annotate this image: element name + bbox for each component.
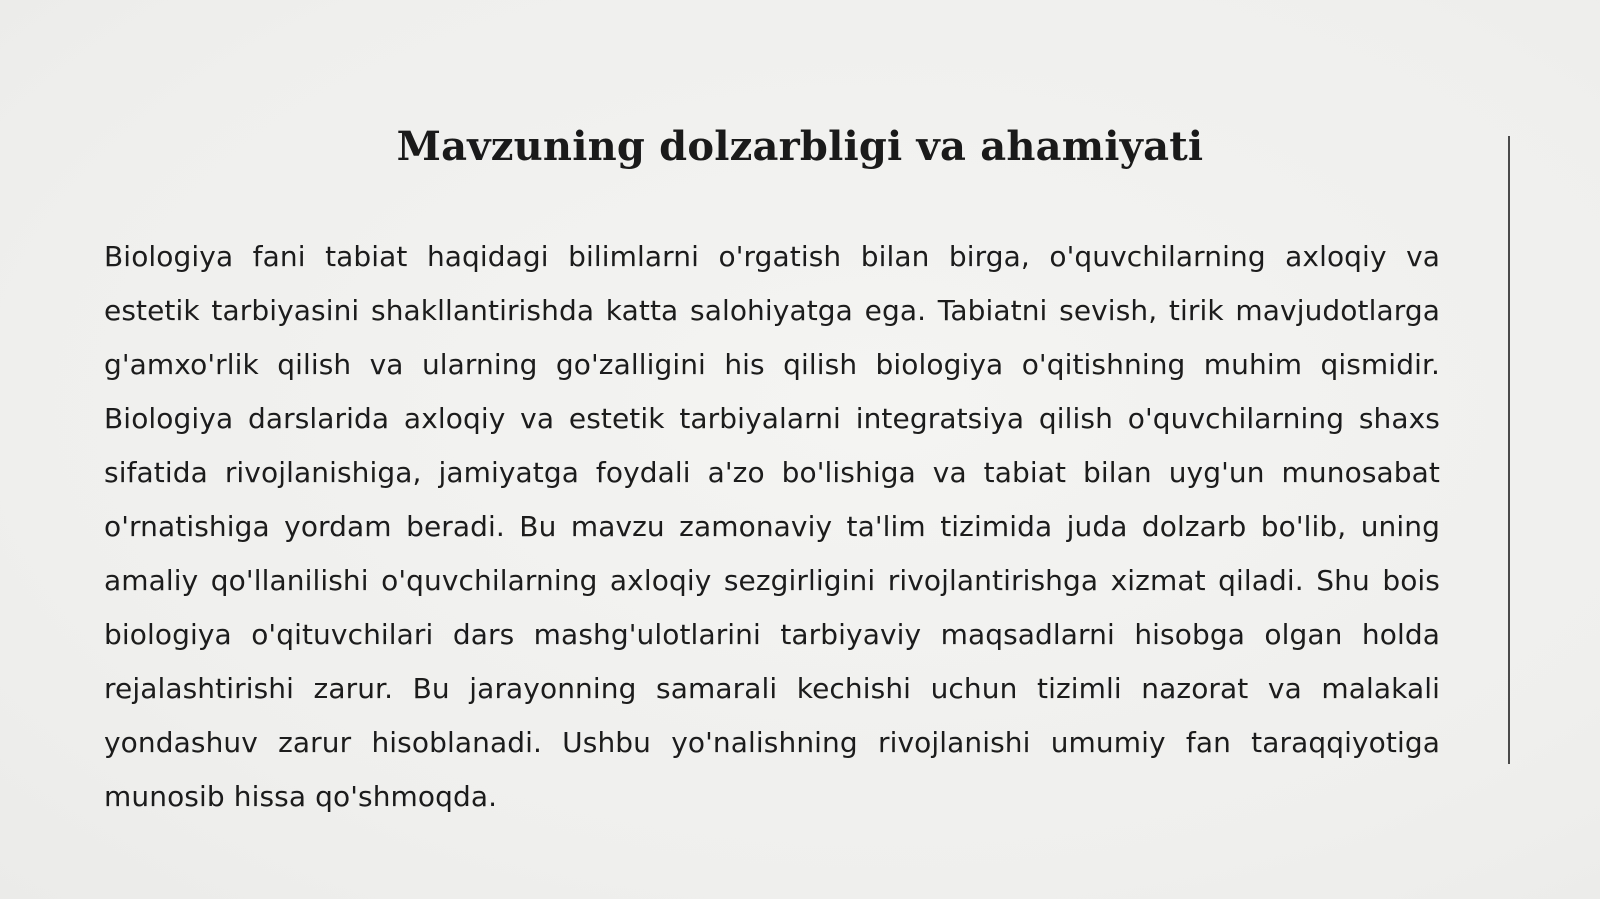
slide-body-text: Biologiya fani tabiat haqidagi bilimlarni o'rgatish bilan birga, o'quvchilarning axloqiy va estetik tarbiyasini shakllantirishda katta salohiyatga ega. Tabiatni sevish, tirik mavjudotlarga g'amxo'rlik qilish va ularning go'zalligini his qilish biologiya o'qitishning muhim qismidir. Biologiya darslarida axloqiy va estetik tarbiyalarni integratsiya qilish o'quvchilarning shaxs sifatida rivojlanishiga, jamiyatga foydali a'zo bo'lishiga va tabiat bilan uyg'un munosabat o'rnatishiga yordam beradi. Bu mavzu zamonaviy ta'lim tizimida juda dolzarb bo'lib, uning amaliy qo'llanilishi o'quvchilarning axloqiy sezgirligini rivojlantirishga xizmat qiladi. Shu bois biologiya o'qituvchilari dars mashg'ulotlarini tarbiyaviy maqsadlarni hisobga olgan holda rejalashtirishi zarur. Bu jarayonning samarali kechishi uchun tizimli nazorat va malakali yondashuv zarur hisoblanadi. Ushbu yo'nalishning rivojlanishi umumiy fan taraqqiyotiga munosib hissa qo'shmoqda. xyxy=(104,240,1440,813)
slide-title: Mavzuning dolzarbligi va ahamiyati xyxy=(396,122,1204,170)
vertical-divider-line xyxy=(1508,136,1510,764)
